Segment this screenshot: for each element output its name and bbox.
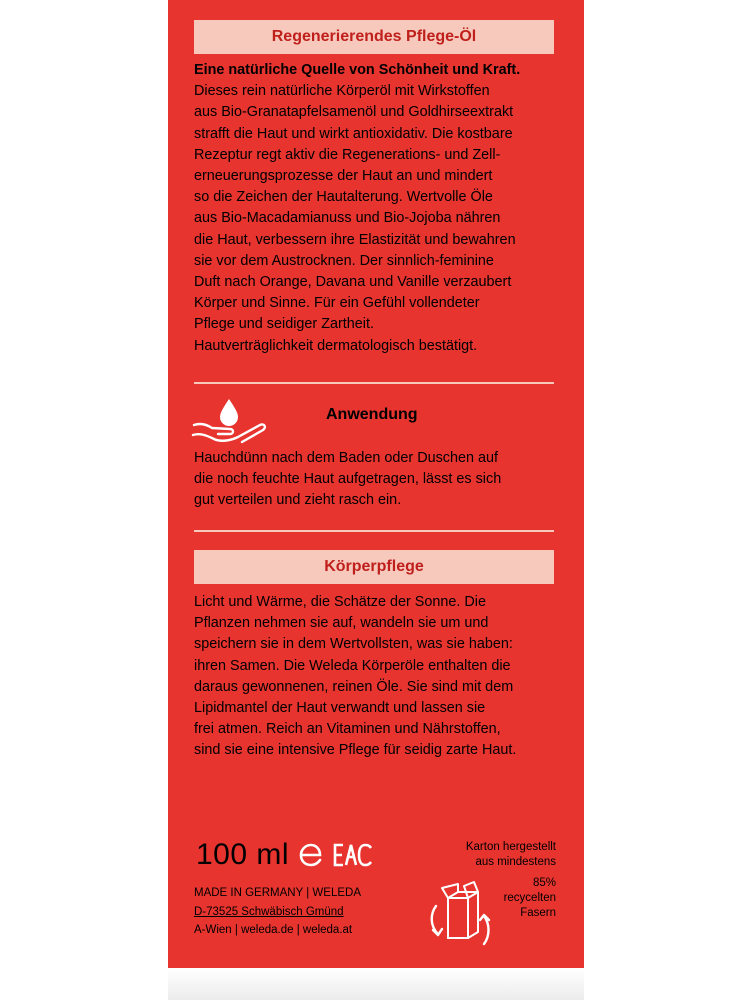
body-care-line: speichern sie in dem Wertvollsten, was sie haben: [194, 636, 513, 653]
description-line: aus Bio-Granatapfelsamenöl und Goldhirseextrakt [194, 104, 514, 121]
body-care-line: Pflanzen nehmen sie auf, wandeln sie um und [194, 615, 489, 632]
body-care-text [194, 592, 556, 762]
section-header-body-care [194, 550, 554, 584]
recycling-percent-block [488, 876, 556, 921]
divider [194, 382, 554, 384]
body-care-line: Lipidmantel der Haut verwandt und lassen sie [194, 700, 486, 717]
description-line: erneuerungsprozesse der Haut an und mindert [194, 168, 493, 185]
product-description [194, 60, 556, 357]
description-line: aus Bio-Macadamianuss und Bio-Jojoba nähren [194, 210, 501, 227]
description-line: Duft nach Orange, Davana und Vanille verzaubert [194, 274, 512, 291]
section-header-label: Körperpflege [324, 558, 424, 575]
description-line: die Haut, verbessern ihre Elastizität und bewahren [194, 231, 516, 248]
body-care-line: frei atmen. Reich an Vitaminen und Nährstoffen, [194, 721, 501, 738]
recycling-line: aus mindestens [475, 856, 556, 868]
body-care-line: daraus gewonnenen, reinen Öle. Sie sind mit dem [194, 678, 514, 695]
recycling-line: Fasern [520, 907, 556, 919]
description-line: Pflege und seidiger Zartheit. [194, 316, 374, 333]
body-care-line: ihren Samen. Die Weleda Körperöle enthalten die [194, 657, 511, 674]
recycled-carton-icon [428, 878, 494, 950]
recycling-info [426, 840, 556, 870]
recycling-line: recycelten [503, 892, 556, 904]
section-header-regenerating-oil [194, 20, 554, 54]
section-header-label: Regenerierendes Pflege-Öl [271, 28, 477, 45]
eac-mark-icon [333, 842, 375, 868]
usage-text [194, 448, 556, 512]
recycling-percent: 85% [532, 877, 556, 889]
manufacturer-websites: A-Wien | weleda.de | weleda.at [194, 924, 353, 936]
description-line: sie vor dem Austrocknen. Der sinnlich-feminine [194, 252, 494, 269]
description-line: Hautverträglichkeit dermatologisch bestätigt. [194, 337, 478, 354]
package-edge [168, 968, 584, 1000]
divider [194, 530, 554, 532]
manufacturer-info [194, 884, 361, 940]
usage-line: gut verteilen und zieht rasch ein. [194, 492, 402, 509]
volume-block [196, 838, 375, 872]
description-line: so die Zeichen der Hautalterung. Wertvolle Öle [194, 189, 493, 206]
description-line: Rezeptur regt aktiv die Regenerations- und Zell- [194, 146, 501, 163]
body-care-line: sind sie eine intensive Pflege für seidig zarte Haut. [194, 742, 517, 759]
recycling-line: Karton hergestellt [465, 841, 556, 853]
body-care-line: Licht und Wärme, die Schätze der Sonne. Die [194, 594, 486, 610]
usage-line: die noch feuchte Haut aufgetragen, lässt es sich [194, 471, 502, 488]
hand-with-drop-icon [190, 395, 268, 445]
volume-label: 100 ml [196, 838, 290, 871]
estimated-sign-icon [297, 840, 325, 870]
manufacturer-address: D-73525 Schwäbisch Gmünd [194, 905, 344, 918]
description-line: Dieses rein natürliche Körperöl mit Wirkstoffen [194, 83, 490, 100]
manufacturer-line: MADE IN GERMANY | WELEDA [194, 887, 361, 899]
description-lead: Eine natürliche Quelle von Schönheit und Kraft. [194, 62, 521, 78]
description-line: strafft die Haut und wirkt antioxidativ. Die kostbare [194, 125, 513, 142]
usage-line: Hauchdünn nach dem Baden oder Duschen auf [194, 450, 499, 466]
usage-title: Anwendung [326, 406, 418, 423]
description-line: Körper und Sinne. Für ein Gefühl vollendeter [194, 295, 480, 312]
